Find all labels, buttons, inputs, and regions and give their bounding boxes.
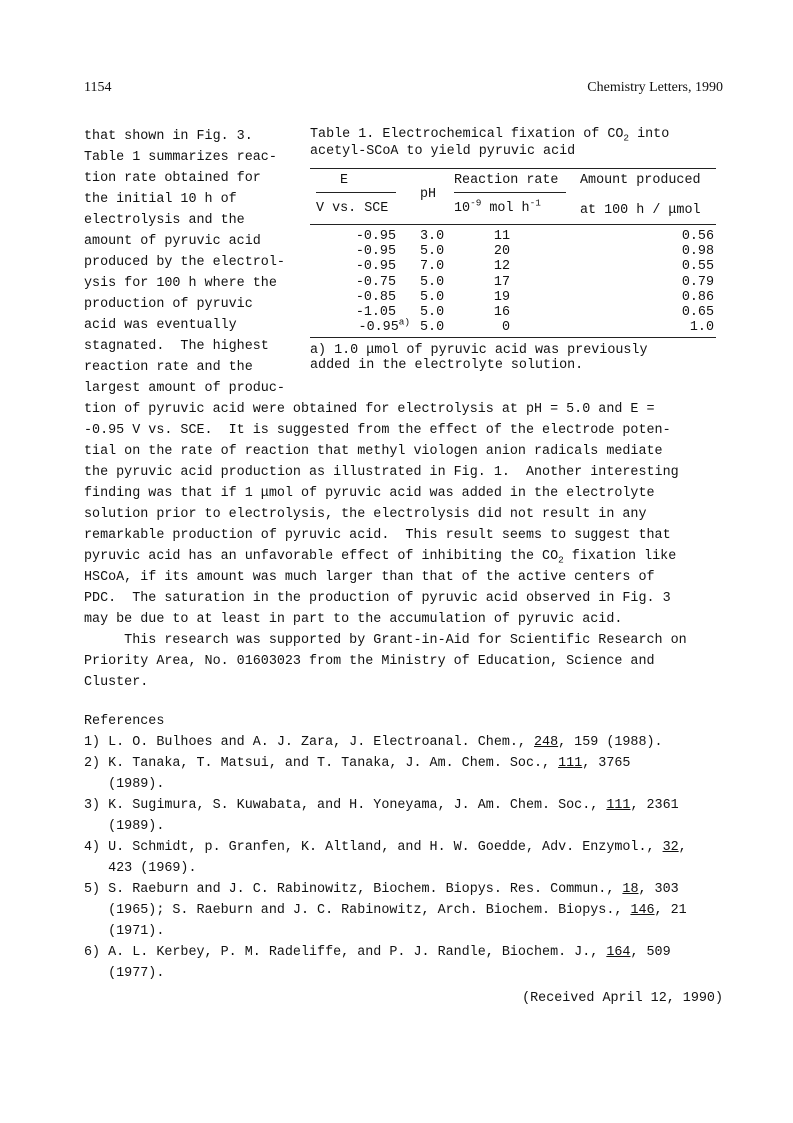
text-line-end: fixation like (563, 549, 677, 564)
header-ph: pH (420, 187, 437, 202)
text-line: PDC. The saturation in the production of pyruvic acid observed in Fig. 3 (84, 591, 671, 606)
cell-value: 0 (501, 320, 510, 336)
reference-6: 6) A. L. Kerbey, P. M. Radeliffe, and P. J. Randle, Biochem. J., (84, 945, 607, 960)
left-column-line: tion rate obtained for (84, 171, 261, 186)
cell-value: 16 (493, 305, 510, 320)
cell-value: 5.0 (420, 274, 445, 290)
reference-1-volume: 248 (534, 735, 559, 750)
reference-2-end: , 3765 (582, 756, 631, 771)
reference-6-end: , 509 (630, 945, 671, 960)
reference-5-end: , 303 (638, 882, 679, 897)
table-caption (310, 126, 716, 160)
header-amount: Amount produced (580, 173, 701, 188)
header-rate-unit (454, 197, 541, 217)
left-column-line: largest amount of produc- (84, 381, 285, 396)
cell-value: 0.86 (681, 289, 714, 305)
acknowledgment-line: Priority Area, No. 01603023 from the Ministry of Education, Science and (84, 654, 655, 669)
footnote-marker: a) (398, 316, 410, 328)
left-column-line: acid was eventually (84, 318, 237, 333)
journal-title: Chemistry Letters, 1990 (587, 80, 723, 95)
cell-value: 0.55 (681, 259, 714, 275)
reference-3-cont: (1989). (84, 819, 165, 834)
reference-1: 1) L. O. Bulhoes and A. J. Zara, J. Electroanal. Chem., (84, 735, 534, 750)
cell-value: -0.95 (358, 320, 399, 336)
co2-subscript: 2 (558, 554, 564, 566)
cell-ph (420, 319, 444, 336)
received-date: (Received April 12, 1990) (522, 991, 723, 1006)
table-footnote-line-1: a) 1.0 μmol of pyruvic acid was previously (310, 343, 648, 358)
reference-6-cont: (1977). (84, 966, 165, 981)
text-line: finding was that if 1 μmol of pyruvic acid was added in the electrolyte (84, 486, 655, 501)
cell-value: 1.0 (689, 320, 714, 336)
references-section (84, 711, 734, 984)
cell-rate (502, 319, 510, 336)
cell-value: -0.95 (355, 229, 396, 244)
caption-subscript: 2 (623, 132, 630, 144)
cell-amount (690, 319, 714, 336)
cell-value: -0.95 (355, 259, 396, 275)
left-column-line: that shown in Fig. 3. (84, 129, 253, 144)
left-column-line: ysis for 100 h where the (84, 276, 277, 291)
reference-6-volume: 164 (606, 945, 631, 960)
text-line: tial on the rate of reaction that methyl viologen anion radicals mediate (84, 444, 663, 459)
reference-5-cont-2: (1971). (84, 924, 165, 939)
cell-value: -0.75 (355, 274, 396, 290)
cell-value: 3.0 (420, 229, 445, 244)
reference-2: 2) K. Tanaka, T. Matsui, and T. Tanaka, J. Am. Chem. Soc., (84, 756, 559, 771)
header-e-rule (316, 192, 396, 193)
left-column-line: reaction rate and the (84, 360, 253, 375)
header-rate-rule (454, 192, 566, 193)
reference-3-volume: 111 (606, 798, 631, 813)
cell-value: 17 (493, 274, 510, 290)
text-line: remarkable production of pyruvic acid. This result seems to suggest that (84, 528, 671, 543)
left-column-line: stagnated. The highest (84, 339, 269, 354)
rate-unit-text: mol h (481, 201, 530, 216)
header-rate: Reaction rate (454, 173, 559, 188)
reference-3: 3) K. Sugimura, S. Kuwabata, and H. Yoneyama, J. Am. Chem. Soc., (84, 798, 607, 813)
text-line: pyruvic acid has an unfavorable effect of inhibiting the CO (84, 549, 559, 564)
reference-2-cont: (1989). (84, 777, 165, 792)
text-line: tion of pyruvic acid were obtained for electrolysis at pH = 5.0 and E = (84, 402, 655, 417)
cell-value: 5.0 (420, 244, 445, 260)
reference-2-volume: 111 (558, 756, 583, 771)
cell-value: 0.98 (681, 244, 714, 260)
reference-4-cont: 423 (1969). (84, 861, 197, 876)
left-column-line: electrolysis and the (84, 213, 245, 228)
text-line: solution prior to electrolysis, the electrolysis did not result in any (84, 507, 647, 522)
rate-unit-exponent: -9 (470, 197, 482, 209)
table-footnote-line-2: added in the electrolyte solution. (310, 358, 584, 373)
reference-3-end: , 2361 (630, 798, 679, 813)
table-bottom-rule (310, 337, 716, 338)
page-number: 1154 (84, 80, 112, 95)
reference-5-volume: 18 (622, 882, 639, 897)
reference-4: 4) U. Schmidt, p. Granfen, K. Altland, and H. W. Goedde, Adv. Enzymol., (84, 840, 663, 855)
cell-value: 12 (493, 259, 510, 275)
left-column-line: the initial 10 h of (84, 192, 237, 207)
references-heading: References (84, 714, 165, 729)
rate-unit-base: 10 (454, 201, 471, 216)
caption-text: Table 1. Electrochemical fixation of CO (310, 127, 624, 142)
reference-5-cont: (1965); S. Raeburn and J. C. Rabinowitz, Arch. Biochem. Biopys., (84, 903, 631, 918)
reference-1-end: , 159 (1988). (558, 735, 663, 750)
caption-line-2: acetyl-SCoA to yield pyruvic acid (310, 144, 576, 159)
cell-value: -0.95 (355, 244, 396, 260)
text-line: -0.95 V vs. SCE. It is suggested from the effect of the electrode poten- (84, 423, 671, 438)
cell-value: 7.0 (420, 259, 445, 275)
left-column-text (84, 126, 304, 399)
cell-value: 0.65 (681, 305, 714, 320)
cell-value: 5.0 (420, 320, 445, 336)
left-column-line: amount of pyruvic acid (84, 234, 261, 249)
cell-value: 19 (493, 289, 510, 305)
reference-5-volume-2: 146 (630, 903, 655, 918)
reference-4-volume: 32 (662, 840, 679, 855)
body-paragraph (84, 399, 724, 693)
text-line: HSCoA, if its amount was much larger than that of the active centers of (84, 570, 655, 585)
reference-5: 5) S. Raeburn and J. C. Rabinowitz, Biochem. Biopys. Res. Commun., (84, 882, 623, 897)
cell-e (358, 316, 410, 336)
cell-value: -1.05 (355, 305, 396, 320)
acknowledgment-line: This research was supported by Grant-in-Aid for Scientific Research on (84, 633, 687, 648)
cell-value: 0.79 (681, 274, 714, 290)
table-top-rule (310, 168, 716, 169)
rate-unit-exponent-2: -1 (529, 197, 541, 209)
cell-value: 11 (493, 229, 510, 244)
cell-value: 0.56 (681, 229, 714, 244)
left-column-line: Table 1 summarizes reac- (84, 150, 277, 165)
caption-text-end: into (629, 127, 670, 142)
cell-value: 5.0 (420, 289, 445, 305)
left-column-line: produced by the electrol- (84, 255, 285, 270)
header-e: E (340, 173, 349, 188)
table-1 (310, 126, 716, 373)
reference-5-cont-end: , 21 (654, 903, 687, 918)
header-e-unit: V vs. SCE (316, 201, 389, 216)
text-line: the pyruvic acid production as illustrated in Fig. 1. Another interesting (84, 465, 679, 480)
text-line: may be due to at least in part to the accumulation of pyruvic acid. (84, 612, 623, 627)
cell-value: 20 (493, 244, 510, 260)
reference-4-end: , (678, 840, 687, 855)
cell-value: 5.0 (420, 305, 445, 320)
acknowledgment-line: Cluster. (84, 675, 149, 690)
left-column-line: production of pyruvic (84, 297, 253, 312)
table-header-rule (310, 224, 716, 225)
cell-value: -0.85 (355, 289, 396, 305)
header-amount-unit: at 100 h / μmol (580, 203, 701, 218)
